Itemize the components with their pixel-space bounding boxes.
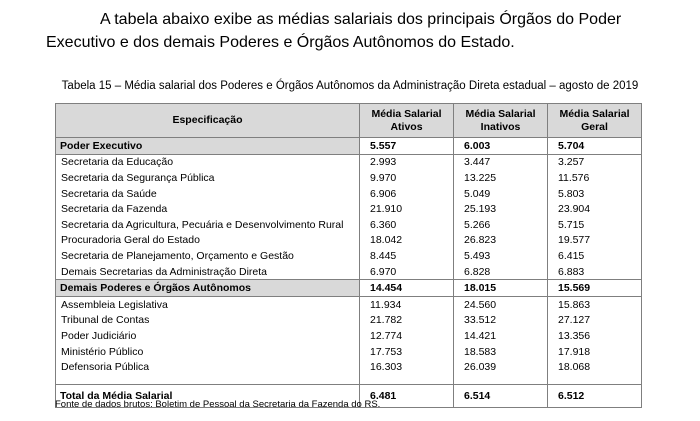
group-ativos: 14.454 xyxy=(360,280,454,297)
row-ativos: 6.906 xyxy=(360,186,454,202)
total-inativos: 6.514 xyxy=(454,384,548,407)
group-row-demais xyxy=(56,280,642,297)
row-label: Defensoria Pública xyxy=(56,359,360,375)
row-inativos: 33.512 xyxy=(454,313,548,329)
row-label: Tribunal de Contas xyxy=(56,313,360,329)
row-geral: 6.883 xyxy=(548,264,642,280)
row-inativos: 14.421 xyxy=(454,328,548,344)
row-geral: 19.577 xyxy=(548,233,642,249)
header-geral-line1: Média Salarial xyxy=(559,107,630,120)
header-geral-line2: Geral xyxy=(581,120,608,133)
row-ativos: 21.910 xyxy=(360,201,454,217)
row-inativos: 26.823 xyxy=(454,233,548,249)
source-note: Fonte de dados brutos: Boletim de Pessoal da Secretaria da Fazenda do RS. xyxy=(55,399,381,410)
row-geral: 13.356 xyxy=(548,328,642,344)
header-spec: Especificação xyxy=(56,104,360,138)
row-inativos: 13.225 xyxy=(454,170,548,186)
table-row xyxy=(56,154,642,170)
spacer-cell xyxy=(548,375,642,385)
row-geral: 5.803 xyxy=(548,186,642,202)
row-inativos: 5.493 xyxy=(454,248,548,264)
row-geral: 18.068 xyxy=(548,359,642,375)
table-row xyxy=(56,344,642,360)
row-ativos: 2.993 xyxy=(360,154,454,170)
table-row xyxy=(56,201,642,217)
table-row xyxy=(56,233,642,249)
row-geral: 27.127 xyxy=(548,313,642,329)
row-label: Secretaria da Fazenda xyxy=(56,201,360,217)
table-row xyxy=(56,186,642,202)
row-ativos: 18.042 xyxy=(360,233,454,249)
row-inativos: 25.193 xyxy=(454,201,548,217)
row-ativos: 6.970 xyxy=(360,264,454,280)
group-label: Poder Executivo xyxy=(56,138,360,155)
row-ativos: 9.970 xyxy=(360,170,454,186)
table-row xyxy=(56,264,642,280)
group-geral: 5.704 xyxy=(548,138,642,155)
header-ativos xyxy=(360,104,454,138)
table-row xyxy=(56,313,642,329)
row-ativos: 6.360 xyxy=(360,217,454,233)
total-geral: 6.512 xyxy=(548,384,642,407)
row-geral: 11.576 xyxy=(548,170,642,186)
spacer-cell xyxy=(56,375,360,385)
row-label: Secretaria da Saúde xyxy=(56,186,360,202)
header-inativos-line1: Média Salarial xyxy=(465,107,536,120)
table-header-row xyxy=(56,104,642,138)
group-inativos: 6.003 xyxy=(454,138,548,155)
spacer-row xyxy=(56,375,642,385)
row-inativos: 26.039 xyxy=(454,359,548,375)
spacer-cell xyxy=(454,375,548,385)
row-label: Demais Secretarias da Administração Direta xyxy=(56,264,360,280)
row-inativos: 18.583 xyxy=(454,344,548,360)
row-ativos: 21.782 xyxy=(360,313,454,329)
row-inativos: 24.560 xyxy=(454,296,548,312)
row-label: Secretaria da Agricultura, Pecuária e Desenvolvimento Rural xyxy=(56,217,360,233)
total-label: Total da Média Salarial xyxy=(56,384,360,407)
row-label: Secretaria de Planejamento, Orçamento e Gestão xyxy=(56,248,360,264)
group-row-executivo xyxy=(56,138,642,155)
table-row xyxy=(56,170,642,186)
group-inativos: 18.015 xyxy=(454,280,548,297)
row-label: Secretaria da Segurança Pública xyxy=(56,170,360,186)
header-inativos xyxy=(454,104,548,138)
table-caption: Tabela 15 – Média salarial dos Poderes e Órgãos Autônomos da Administração Direta estadual – agosto de 2019 xyxy=(61,80,639,92)
row-geral: 15.863 xyxy=(548,296,642,312)
row-label: Procuradoria Geral do Estado xyxy=(56,233,360,249)
header-ativos-line1: Média Salarial xyxy=(371,107,442,120)
row-label: Secretaria da Educação xyxy=(56,154,360,170)
header-inativos-line2: Inativos xyxy=(480,120,521,133)
total-ativos: 6.481 xyxy=(360,384,454,407)
row-geral: 3.257 xyxy=(548,154,642,170)
row-geral: 6.415 xyxy=(548,248,642,264)
row-inativos: 6.828 xyxy=(454,264,548,280)
row-ativos: 17.753 xyxy=(360,344,454,360)
row-inativos: 5.049 xyxy=(454,186,548,202)
table-row xyxy=(56,296,642,312)
table-row xyxy=(56,359,642,375)
row-geral: 17.918 xyxy=(548,344,642,360)
row-geral: 23.904 xyxy=(548,201,642,217)
row-inativos: 3.447 xyxy=(454,154,548,170)
group-label: Demais Poderes e Órgãos Autônomos xyxy=(56,280,360,297)
table-row xyxy=(56,217,642,233)
group-geral: 15.569 xyxy=(548,280,642,297)
row-ativos: 16.303 xyxy=(360,359,454,375)
header-ativos-line2: Ativos xyxy=(390,120,423,133)
row-label: Ministério Público xyxy=(56,344,360,360)
row-geral: 5.715 xyxy=(548,217,642,233)
demais-rows xyxy=(56,296,642,374)
group-ativos: 5.557 xyxy=(360,138,454,155)
row-ativos: 11.934 xyxy=(360,296,454,312)
salary-table xyxy=(55,103,642,408)
row-ativos: 12.774 xyxy=(360,328,454,344)
row-ativos: 8.445 xyxy=(360,248,454,264)
spacer-cell xyxy=(360,375,454,385)
intro-paragraph: A tabela abaixo exibe as médias salariais dos principais Órgãos do Poder Executivo e dos demais Poderes e Órgãos Autônomos do Estado. xyxy=(46,11,622,51)
table-row xyxy=(56,328,642,344)
table-row xyxy=(56,248,642,264)
row-inativos: 5.266 xyxy=(454,217,548,233)
executivo-rows xyxy=(56,154,642,280)
row-label: Assembleia Legislativa xyxy=(56,296,360,312)
header-geral xyxy=(548,104,642,138)
row-label: Poder Judiciário xyxy=(56,328,360,344)
